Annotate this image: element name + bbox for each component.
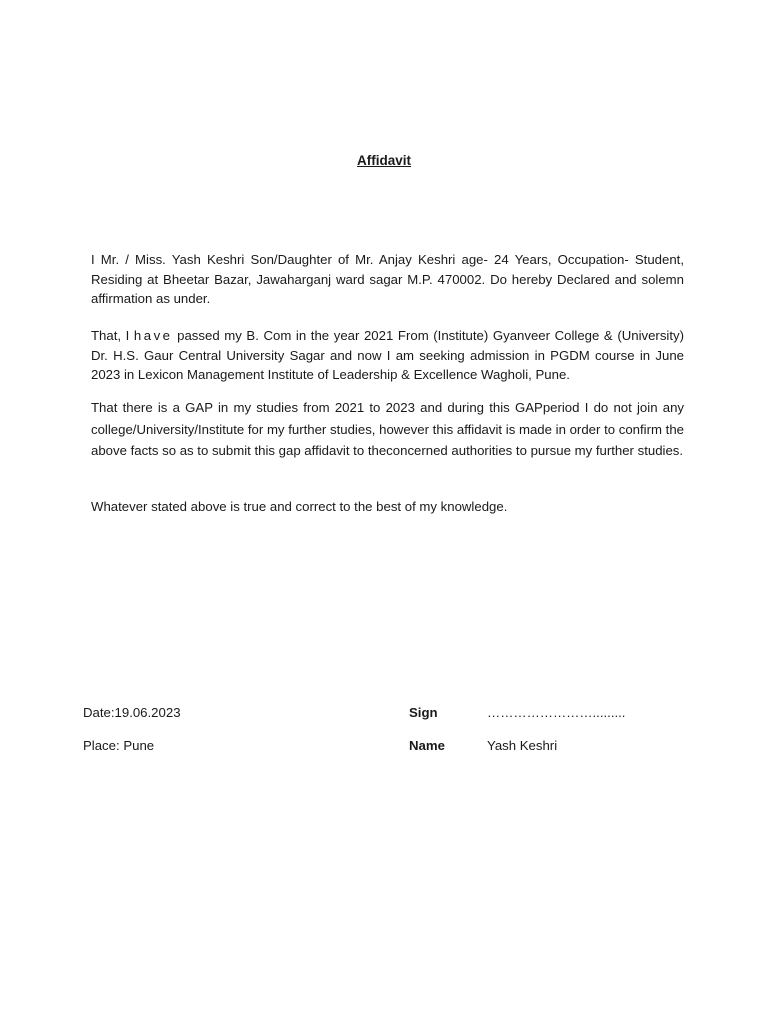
paragraph-education-details — [91, 326, 684, 385]
name-value: Yash Keshri — [487, 738, 558, 753]
paragraph-gap-statement: That there is a GAP in my studies from 2021 to 2023 and during this GAPperiod I do not join any college/University/Institute for my further studies, however this affidavit is made in order to confirm the above facts so as to submit this gap affidavit to theconcerned authorities to pursue my further studies. — [91, 400, 684, 458]
document-title: Affidavit — [357, 153, 411, 168]
paragraph-education-part1: That, I — [91, 328, 134, 343]
paragraph-declarant-details: I Mr. / Miss. Yash Keshri Son/Daughter of Mr. Anjay Keshri age- 24 Years, Occupation- Student, Residing at Bheetar Bazar, Jawaharganj ward sagar M.P. 470002. Do hereby Declared and solemn affirmation as under. — [91, 252, 684, 306]
date-line: Date:19.06.2023 — [83, 705, 181, 720]
paragraph-education-spaced-word: have — [133, 328, 173, 343]
paragraph-truth-statement: Whatever stated above is true and correct to the best of my knowledge. — [91, 499, 508, 514]
signature-line: ……………………......... — [487, 705, 626, 720]
sign-label: Sign — [409, 705, 438, 720]
name-label: Name — [409, 738, 445, 753]
place-line: Place: Pune — [83, 738, 155, 753]
paragraph-education-part2: passed my B. Com in the year 2021 From (Institute) Gyanveer College & (University) Dr. H.S. Gaur Central University Sagar and now I am seeking admission in PGDM course in June 2023 in Lexicon Management Institute of Leadership & Excellence Wagholi, Pune. — [91, 328, 684, 382]
